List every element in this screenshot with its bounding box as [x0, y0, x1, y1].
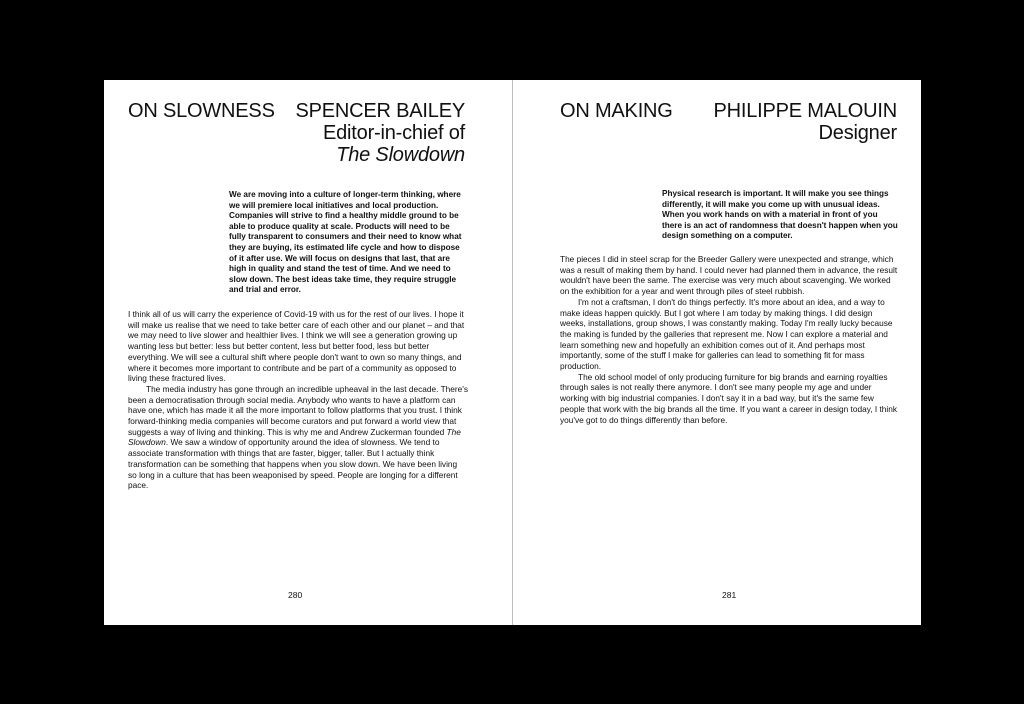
section-title: ON SLOWNESS	[128, 100, 275, 122]
page-number: 280	[288, 590, 303, 600]
author-block	[713, 100, 897, 144]
left-page	[104, 80, 512, 625]
body-text	[560, 254, 898, 425]
body-paragraph: I think all of us will carry the experience of Covid-19 with us for the rest of our lives. I hope it will make us realise that we need to take better care of each other and our planet – and that we may need to live slower and healthier lives. I think we will see a generation growing up wanting less but better: less but better content, less but better food, less but better everything. We will see a cultural shift where people don't want to own so many things, and where it becomes more important to contribute and be part of a community as opposed to living these fractured lives.	[128, 309, 465, 384]
body-paragraph: The old school model of only producing furniture for big brands and earning royalties through sales is not really there anymore. I don't see many people my age and under working with big industrial companies. I don't say it in a bad way, but it's the same few people that work with the big brands all the time. If you want a career in design today, I think you've got to do things differently than before.	[560, 371, 897, 425]
author-name: PHILIPPE MALOUIN	[713, 100, 897, 122]
body-text-run: . We saw a window of opportunity around the idea of slowness. We tend to associate transformation with things that are faster, bigger, taller. But I actually think transformation can be something that happens when you slow down. We have been living so long in a culture that has been weaponised by speed. People are longing for a different pace.	[128, 437, 458, 491]
author-name: SPENCER BAILEY	[295, 100, 465, 122]
author-role: Editor-in-chief of	[322, 122, 465, 144]
lead-paragraph: Physical research is important. It will make you see things differently, it will make you come up with unusual ideas. When you work hands on with a material in front of you there is an act of randomness that doesn't happen when you design something on a computer.	[662, 189, 898, 241]
author-block	[296, 100, 466, 166]
publication-name-inline: The Slowdown	[128, 426, 461, 448]
body-paragraph: The pieces I did in steel scrap for the Breeder Gallery were unexpected and strange, which was a result of making them by hand. I could never had planned them in advance, the result wouldn't have been the same. The exercise was very much about scavenging. We worked on the exhibition for a year and went through piles of steel rubbish.	[560, 254, 898, 297]
lead-paragraph: We are moving into a culture of longer-term thinking, where we will premiere local initiatives and local production. Companies will strive to find a healthy middle ground to be able to produce quality at scale. Products will need to be fully transparent to consumers and their need to know what they are buying, its estimated life cycle and how to dispose of it after use. We will focus on designs that last, that are high in quality and stand the test of time. And we need to slow down. The best ideas take time, they require struggle and trial and error.	[229, 190, 462, 295]
body-text	[128, 309, 468, 491]
right-page	[513, 80, 921, 625]
page-number: 281	[722, 590, 737, 600]
body-paragraph: I'm not a craftsman, I don't do things perfectly. It's more about an idea, and a way to make ideas happen quickly. But I got where I am today by making things. I did design weeks, installations, group shows, I was constantly making. Today I'm really lucky because the making is funded by the galleries that represent me. Now I can explore a material and learn something new and hopefully an exhibition comes out of it. And perhaps most importantly, some of the stuff I make for galleries can lead to something fit for mass production.	[560, 296, 893, 372]
body-text-run: The media industry has gone through an incredible upheaval in the last decade. There's been a democratisation through social media. Anybody who wants to have a platform can have one, which has made it all the more important to follow platforms that you trust. I think forward-thinking media companies will become curators and put forward a world view that suggests a way of living and thinking. This is why me and Andrew Zuckerman founded	[128, 383, 468, 437]
author-role: Designer	[818, 122, 897, 144]
body-paragraph	[128, 384, 468, 491]
publication-name: The Slowdown	[336, 144, 465, 166]
section-title: ON MAKING	[560, 100, 673, 122]
